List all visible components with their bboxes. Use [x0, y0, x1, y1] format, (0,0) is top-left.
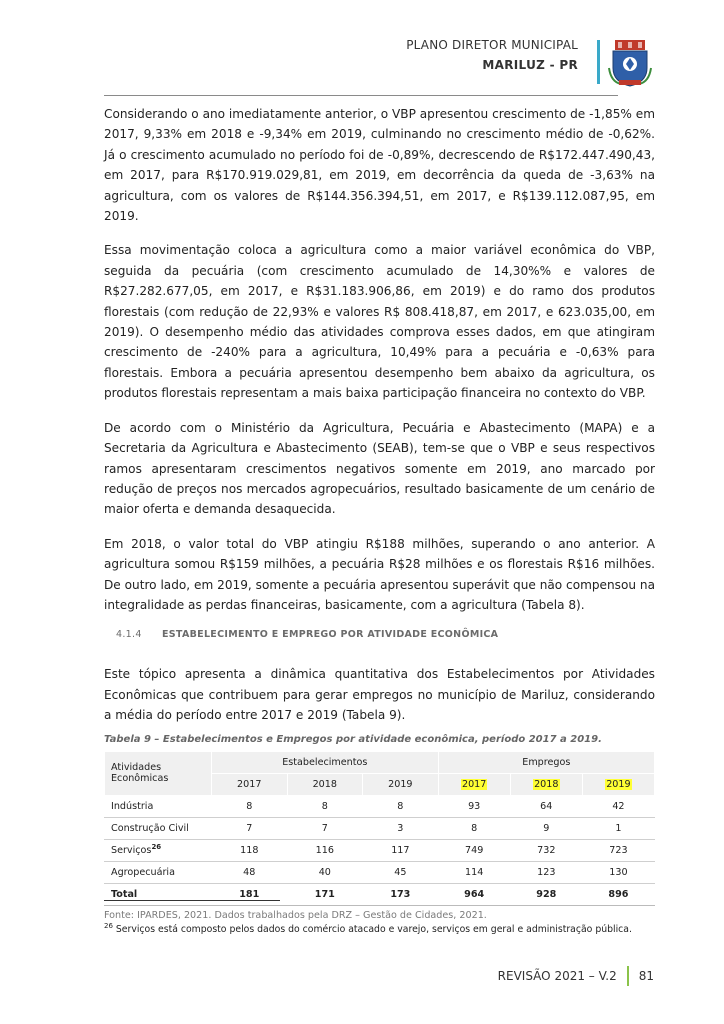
footnote-divider [104, 900, 280, 901]
page-header [406, 38, 578, 72]
table-cell: 8 [212, 795, 288, 817]
year-header: 2018 [287, 773, 363, 795]
table-cell: 9 [510, 817, 582, 839]
page-footer [498, 966, 654, 986]
table-cell: 749 [438, 839, 510, 861]
municipal-crest-icon [607, 38, 653, 88]
footnote-ref: 26 [151, 843, 162, 852]
year-header: 2019 [363, 773, 439, 795]
table-total-row [105, 883, 655, 905]
table-source: Fonte: IPARDES, 2021. Dados trabalhados pela DRZ – Gestão de Cidades, 2021. [104, 909, 487, 921]
table-cell: 40 [287, 861, 363, 883]
table-cell: 896 [582, 883, 654, 905]
footnote-text: Serviços está composto pelos dados do comércio atacado e varejo, serviços em geral e administração pública. [115, 924, 632, 936]
year-header-highlighted: 2019 [582, 773, 654, 795]
year-header-highlighted: 2017 [438, 773, 510, 795]
table-row [105, 861, 655, 883]
table-cell: 732 [510, 839, 582, 861]
table-cell: 93 [438, 795, 510, 817]
footer-divider [627, 966, 629, 986]
row-header-cell: Atividades Econômicas [105, 751, 212, 795]
total-label: Total [105, 883, 212, 905]
table-cell: 42 [582, 795, 654, 817]
row-label: Serviços$^{26}$ [105, 839, 212, 861]
group-employment: Empregos [438, 751, 654, 773]
table-cell: 928 [510, 883, 582, 905]
paragraph-2018: Em 2018, o valor total do VBP atingiu R$188 milhões, superando o ano anterior. A agricultura somou R$159 milhões, a pecuária R$28 milhões e os florestais R$16 milhões. De outro lado, em 2019, somente a pecuária apresentou superávit que não compensou na integralidade as perdas financeiras, basicamente, com a agricultura (Tabela 8). [104, 536, 655, 612]
table-cell: 3 [363, 817, 439, 839]
header-municipality: MARILUZ - PR [482, 58, 578, 72]
paragraph-agriculture: Essa movimentação coloca a agricultura como a maior variável econômica do VBP, seguida da pecuária (com crescimento acumulado de 14,30%% e valores de R$27.282.677,05, em 2017, e R$31.183.906,86, em 2019) e do ramo dos produtos florestais (com redução de 22,93% e valores R$ 808.418,87, em 2017, e 623.035,00, em 2019). O desempenho médio das atividades comprova esses dados, em que atingiram crescimento de -240% para a agricultura, 10,49% para a pecuária e -0,63% para florestais. Embora a pecuária apresentou desempenho bem abaixo da agricultura, os produtos florestais representam a mais baixa participação financeira no contexto do VBP. [104, 243, 655, 401]
table-cell: 64 [510, 795, 582, 817]
section-heading [116, 629, 655, 640]
table-cell: 123 [510, 861, 582, 883]
paragraph-section-intro: Este tópico apresenta a dinâmica quantitativa dos Estabelecimentos por Atividades Econômicas que contribuem para gerar empregos no município de Mariluz, considerando a média do período entre 2017 e 2019 (Tabela 9). [104, 667, 655, 723]
year-header-highlighted: 2018 [510, 773, 582, 795]
table-cell: 118 [212, 839, 288, 861]
table-caption: Tabela 9 – Estabelecimentos e Empregos por atividade econômica, período 2017 a 2019. [104, 733, 602, 745]
table-cell: 964 [438, 883, 510, 905]
table-cell: 7 [287, 817, 363, 839]
table-cell: 130 [582, 861, 654, 883]
table-cell: 116 [287, 839, 363, 861]
table-cell: 8 [363, 795, 439, 817]
paragraph-vbp-growth: Considerando o ano imediatamente anterior, o VBP apresentou crescimento de -1,85% em 2017, 9,33% em 2018 e -9,34% em 2019, culminando no crescimento médio de -0,62%. Já o crescimento acumulado no período foi de -0,89%, decrescendo de R$172.447.490,43, em 2017, para R$170.919.029,81, em 2019, em decorrência da queda de -3,63% na agricultura, com os valores de R$144.356.394,51, em 2017, e R$139.112.087,95, em 2019. [104, 107, 655, 224]
footnote-number: 26 [104, 922, 113, 930]
section-number: 4.1.4 [116, 629, 142, 641]
group-establishments: Estabelecimentos [212, 751, 439, 773]
table-row [105, 795, 655, 817]
table-cell: 181 [212, 883, 288, 905]
footnote [104, 922, 632, 935]
paragraph-mapa-seab: De acordo com o Ministério da Agricultura, Pecuária e Abastecimento (MAPA) e a Secretaria da Agricultura e Abastecimento (SEAB), tem-se que o VBP e seus respectivos ramos apresentaram crescimentos negativos somente em 2019, ano marcado por redução de preços nos mercados agropecuários, resultado basicamente de um cenário de maior oferta e demanda desaquecida. [104, 420, 655, 517]
table-cell: 117 [363, 839, 439, 861]
row-label: Construção Civil [105, 817, 212, 839]
row-label: Indústria [105, 795, 212, 817]
header-plan-title: PLANO DIRETOR MUNICIPAL [406, 38, 578, 52]
page-number: 81 [638, 969, 654, 983]
section-title: ESTABELECIMENTO E EMPREGO POR ATIVIDADE ECONÔMICA [162, 629, 499, 641]
table-cell: 48 [212, 861, 288, 883]
establishments-employment-table [104, 751, 655, 906]
table-cell: 723 [582, 839, 654, 861]
table-cell: 45 [363, 861, 439, 883]
table-cell: 173 [363, 883, 439, 905]
table-cell: 171 [287, 883, 363, 905]
page-body [104, 104, 655, 921]
header-divider [104, 95, 618, 96]
table-cell: 7 [212, 817, 288, 839]
year-header: 2017 [212, 773, 288, 795]
footer-revision: REVISÃO 2021 – V.2 [497, 969, 617, 983]
table-row [105, 839, 655, 861]
row-label: Agropecuária [105, 861, 212, 883]
header-accent-bar [597, 40, 600, 84]
table-cell: 1 [582, 817, 654, 839]
table-cell: 8 [287, 795, 363, 817]
table-row [105, 817, 655, 839]
table-cell: 8 [438, 817, 510, 839]
table-cell: 114 [438, 861, 510, 883]
